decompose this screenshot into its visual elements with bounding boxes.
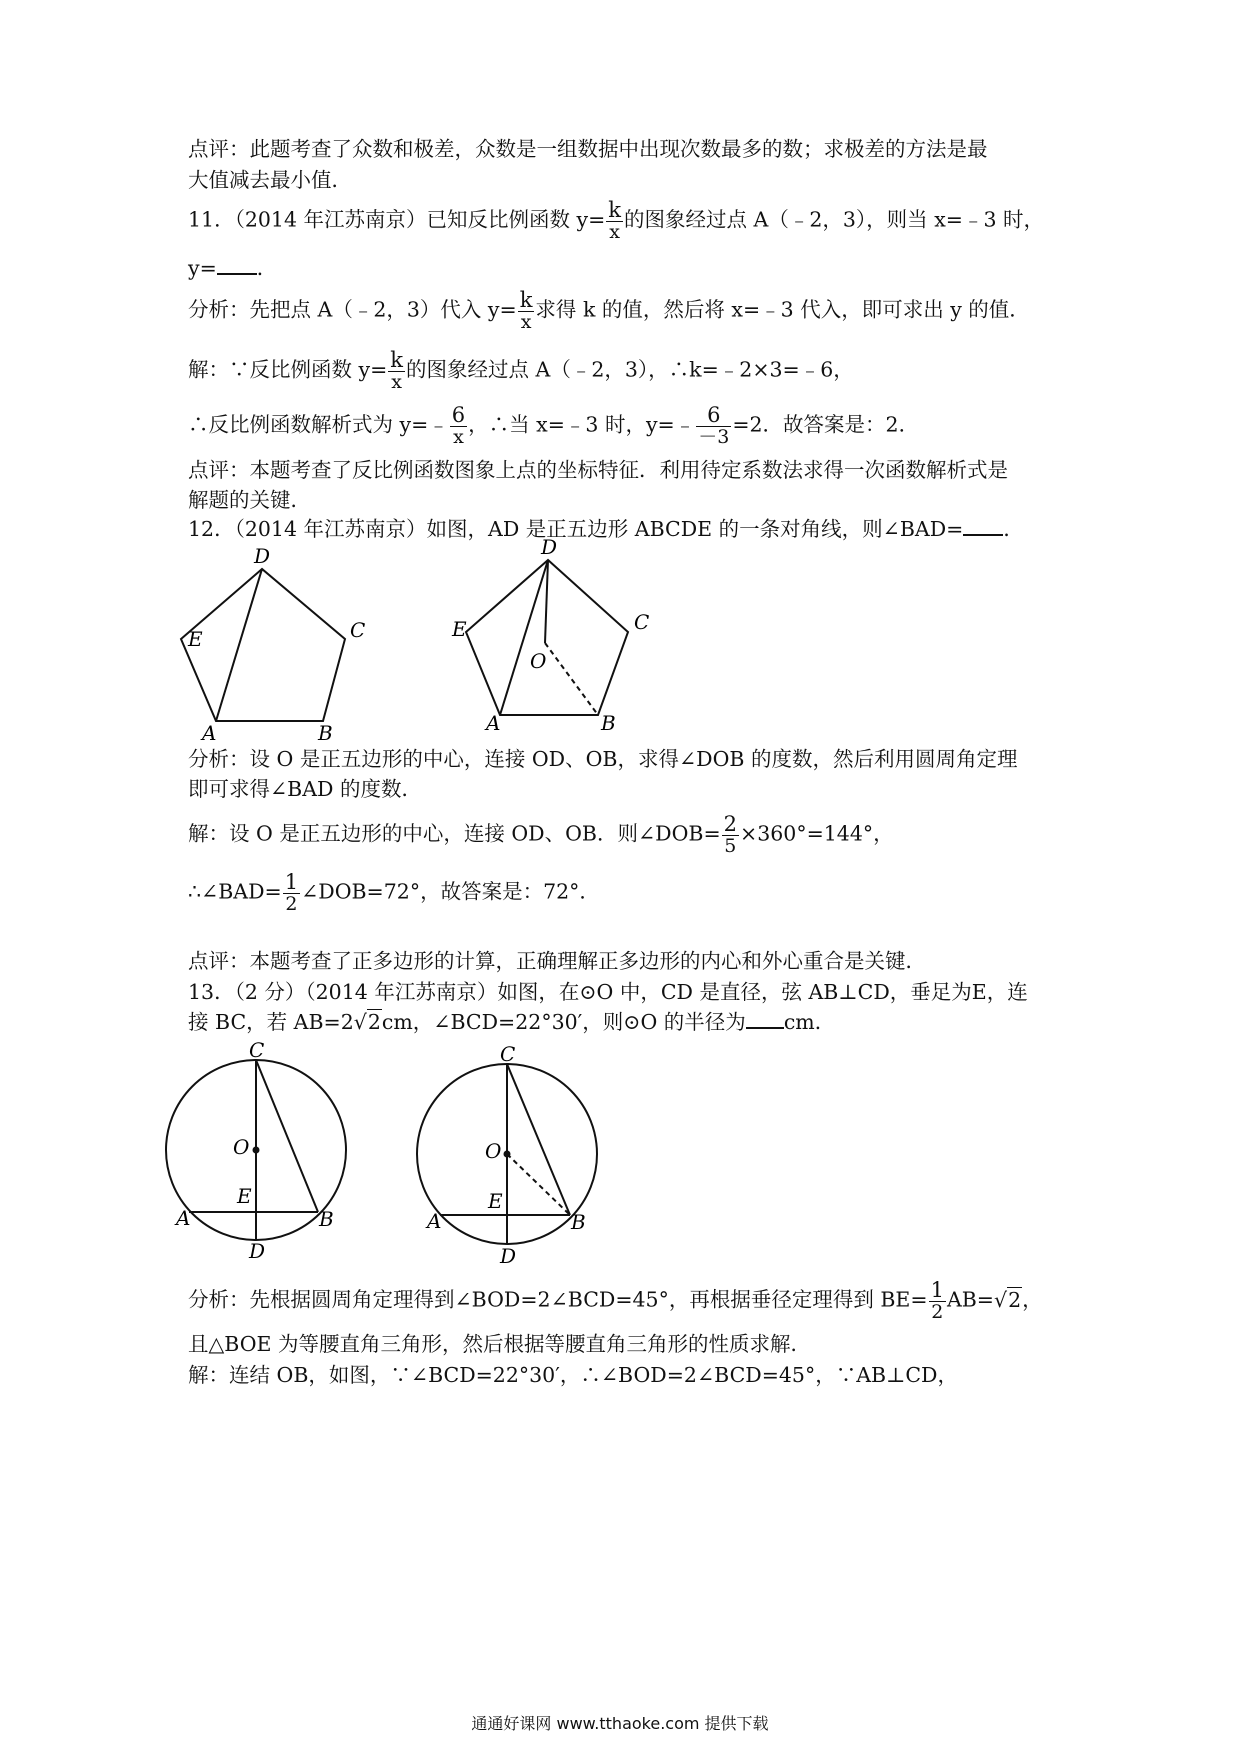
fraction-k-over-x: $\frac{k}{x}$: [608, 198, 622, 243]
question-11-answer-line: y= ．: [188, 256, 278, 280]
label-E: E: [188, 627, 203, 651]
label-E: E: [237, 1184, 252, 1208]
label-C: C: [500, 1042, 516, 1066]
label-D: D: [254, 544, 271, 568]
label-D: D: [500, 1244, 517, 1268]
analysis-13: 分析：先根据圆周角定理得到∠BOD=2∠BCD=45°，再根据垂径定理得到 BE= $\frac{1}{2}$ AB=√2，: [188, 1278, 1043, 1323]
comment-line: 点评：此题考查了众数和极差，众数是一组数据中出现次数最多的数；求极差的方法是最: [188, 137, 988, 161]
solution-11-line-1: 解：∵反比例函数 y= $\frac{k}{x}$ 的图象经过点 A（﹣2，3），∴k=﹣2×3=﹣6，: [188, 348, 854, 393]
label-E: E: [488, 1189, 503, 1213]
sqrt-2: √2: [353, 1010, 381, 1034]
analysis-13: 且△BOE 为等腰直角三角形，然后根据等腰直角三角形的性质求解．: [188, 1332, 811, 1356]
label-D: D: [541, 535, 558, 559]
label-D: D: [249, 1239, 266, 1263]
label-B: B: [571, 1210, 586, 1234]
label-O: O: [530, 649, 547, 673]
question-12: 12．（2014 年江苏南京）如图，AD 是正五边形 ABCDE 的一条对角线，则∠BAD= ．: [188, 517, 1024, 541]
label-O: O: [233, 1135, 250, 1159]
label-B: B: [319, 1207, 334, 1231]
comment-line: 解题的关键．: [188, 488, 311, 512]
comment-line: 大值减去最小值．: [188, 168, 352, 192]
label-C: C: [634, 610, 650, 634]
question-11: 11．（2014 年江苏南京）已知反比例函数 y= $\frac{k}{x}$ 的图象经过点 A（﹣2，3），则当 x=﹣3 时，: [188, 198, 1044, 243]
analysis-11: 分析：先把点 A（﹣2，3）代入 y= $\frac{k}{x}$ 求得 k 的值，然后将 x=﹣3 代入，即可求出 y 的值．: [188, 288, 1030, 333]
solution-11-line-2: ∴反比例函数解析式为 y=﹣ $\frac{6}{x}$ ，∴当 x=﹣3 时，y=﹣ $\frac{6}{-3}$ =2．故答案是：2．: [188, 403, 920, 448]
label-O: O: [485, 1139, 502, 1163]
comment-line: 点评：本题考查了正多边形的计算，正确理解正多边形的内心和外心重合是关键．: [188, 949, 926, 973]
label-A: A: [202, 721, 217, 745]
question-13: 接 BC，若 AB=2√2cm，∠BCD=22°30′，则⊙O 的半径为 cm．: [188, 1007, 835, 1037]
solution-12-line-2: ∴∠BAD= $\frac{1}{2}$ ∠DOB=72°，故答案是：72°．: [188, 870, 600, 915]
solution-12-line-1: 解：设 O 是正五边形的中心，连接 OD、OB．则∠DOB= $\frac{2}{5}$ ×360°=144°，: [188, 812, 894, 857]
question-13: 13．（2 分）（2014 年江苏南京）如图，在⊙O 中，CD 是直径，弦 AB⊥CD，垂足为E，连: [188, 980, 1028, 1004]
label-A: A: [427, 1209, 442, 1233]
solution-13: 解：连结 OB，如图，∵∠BCD=22°30′，∴∠BOD=2∠BCD=45°，∵AB⊥CD，: [188, 1363, 958, 1387]
label-E: E: [452, 617, 467, 641]
label-C: C: [249, 1038, 265, 1062]
label-B: B: [318, 721, 333, 745]
analysis-12: 分析：设 O 是正五边形的中心，连接 OD、OB，求得∠DOB 的度数，然后利用圆周角定理: [188, 747, 1018, 771]
answer-blank: [746, 1027, 784, 1029]
label-B: B: [601, 711, 616, 735]
analysis-12: 即可求得∠BAD 的度数．: [188, 777, 422, 801]
label-A: A: [486, 711, 501, 735]
label-C: C: [350, 618, 366, 642]
label-A: A: [176, 1206, 191, 1230]
footer-watermark: 通通好课网 www.tthaoke.com 提供下载: [471, 1714, 769, 1733]
comment-line: 点评：本题考查了反比例函数图象上点的坐标特征．利用待定系数法求得一次函数解析式是: [188, 458, 1008, 482]
